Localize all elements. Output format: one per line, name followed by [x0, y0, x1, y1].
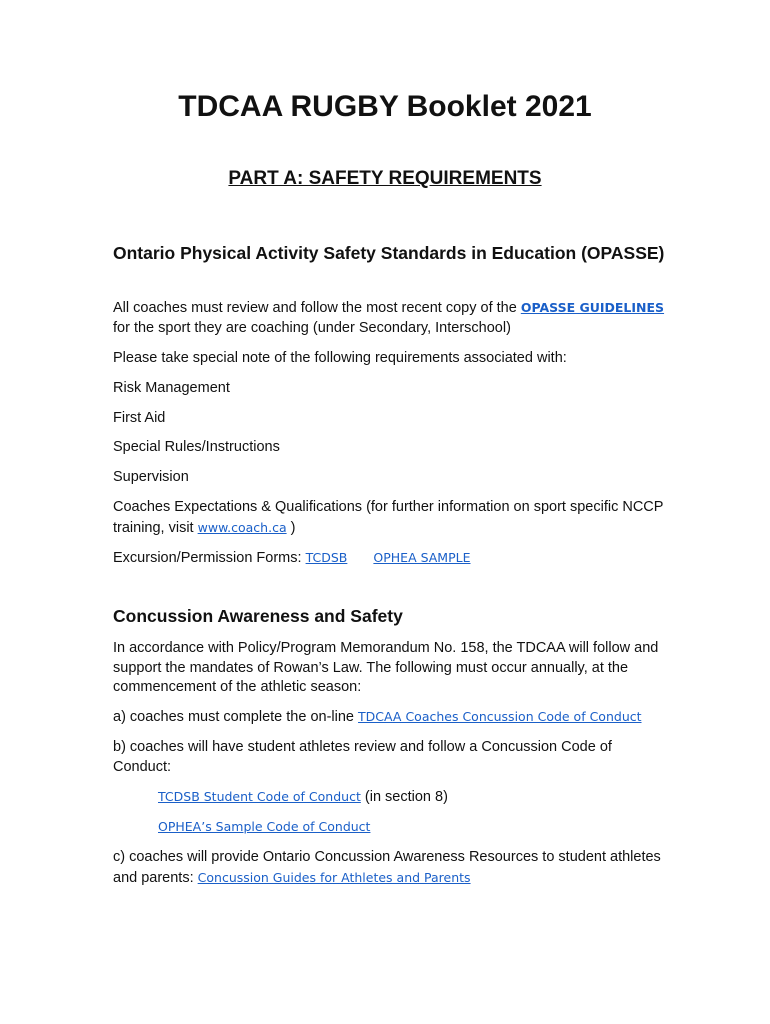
- opasse-intro-suffix: for the sport they are coaching (under Secondary, Interschool): [113, 319, 511, 336]
- ophea-sample-code-link[interactable]: OPHEA’s Sample Code of Conduct: [158, 819, 371, 834]
- list-item: Supervision: [113, 469, 189, 485]
- opasse-intro-prefix: All coaches must review and follow the most recent copy of the: [113, 300, 517, 316]
- coaches-qualifications: [113, 498, 673, 538]
- opasse-heading: Ontario Physical Activity Safety Standards in Education (OPASSE): [113, 243, 665, 263]
- opasse-note: Please take special note of the following requirements associated with:: [113, 350, 567, 366]
- student-code-line: [158, 787, 673, 808]
- concussion-item-c: [113, 848, 673, 888]
- ophea-code-line: [158, 817, 673, 838]
- concussion-item-a: [113, 707, 673, 728]
- concussion-guides-link[interactable]: Concussion Guides for Athletes and Parents: [197, 869, 471, 885]
- coaches-prefix: Coaches Expectations & Qualifications (for further information on sport specific NCCP training, visit: [113, 499, 664, 536]
- excursion-forms: [113, 548, 673, 569]
- coaches-concussion-code-link[interactable]: TDCAA Coaches Concussion Code of Conduct: [358, 709, 642, 724]
- opasse-guidelines-link[interactable]: OPASSE GUIDELINES: [520, 300, 665, 315]
- list-item: Special Rules/Instructions: [113, 439, 280, 455]
- coach-ca-link[interactable]: www.coach.ca: [197, 519, 287, 535]
- tcdsb-student-code-link[interactable]: TCDSB Student Code of Conduct: [158, 789, 361, 804]
- concussion-item-b: b) coaches will have student athletes review and follow a Concussion Code of Conduct:: [113, 739, 612, 775]
- item-a-text: a) coaches must complete the on-line: [113, 709, 354, 725]
- document-title: TDCAA RUGBY Booklet 2021: [178, 90, 592, 123]
- concussion-heading: Concussion Awareness and Safety: [113, 606, 403, 626]
- forms-label: Excursion/Permission Forms:: [113, 550, 302, 566]
- list-item: Risk Management: [113, 380, 230, 396]
- part-heading: PART A: SAFETY REQUIREMENTS: [228, 168, 542, 189]
- opasse-intro: [113, 298, 673, 338]
- tcdsb-forms-link[interactable]: TCDSB: [305, 550, 348, 565]
- ophea-sample-link[interactable]: OPHEA SAMPLE: [373, 550, 471, 565]
- item-c-text: c) coaches will provide Ontario Concussion Awareness Resources to student athletes and parents:: [113, 849, 661, 886]
- list-item: First Aid: [113, 410, 166, 426]
- concussion-intro: In accordance with Policy/Program Memorandum No. 158, the TDCAA will follow and support the mandates of Rowan’s Law. The following must occur annually, at the commencement of the athletic season:: [113, 640, 659, 695]
- section-note: (in section 8): [364, 789, 448, 805]
- coaches-suffix: ): [290, 519, 296, 536]
